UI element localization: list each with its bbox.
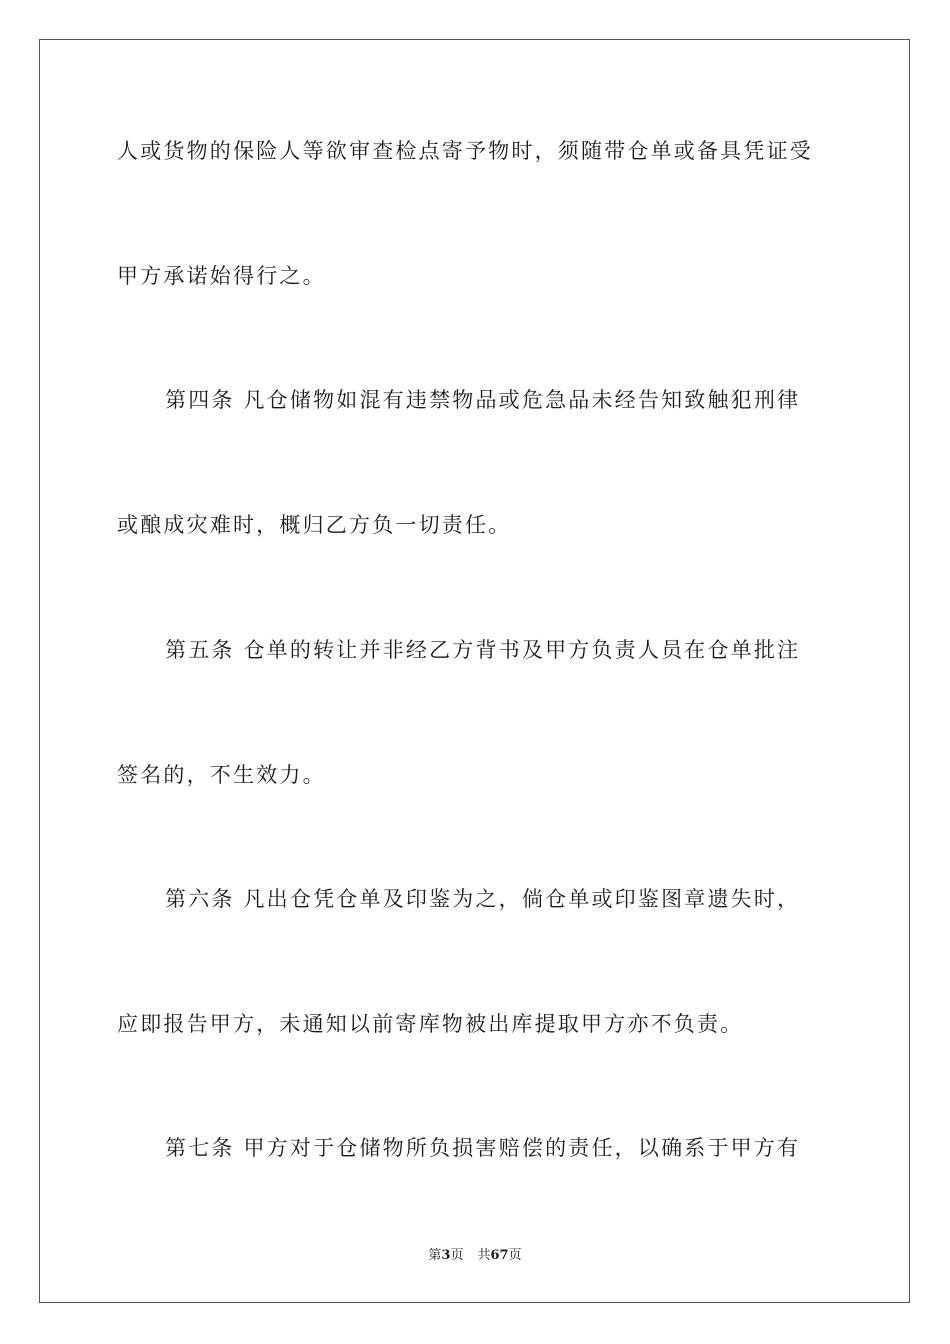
article-4-line: 第四条 凡仓储物如混有违禁物品或危急品未经告知致触犯刑律 (165, 388, 801, 412)
page-number: 3 (441, 1248, 451, 1263)
article-7-line: 第七条 甲方对于仓储物所负损害赔偿的责任，以确系于甲方有 (165, 1136, 801, 1160)
total-prefix: 共 (477, 1248, 491, 1263)
total-pages: 67 (490, 1248, 509, 1263)
article-5-line: 第五条 仓单的转让并非经乙方背书及甲方负责人员在仓单批注 (165, 638, 801, 662)
text-line: 甲方承诺始得行之。 (117, 264, 326, 288)
text-line: 或酿成灾难时，概归乙方负一切责任。 (117, 513, 512, 537)
text-line: 人或货物的保险人等欲审查检点寄予物时，须随带仓单或备具凭证受 (117, 139, 813, 163)
page-footer (0, 1247, 950, 1265)
total-suffix: 页 (508, 1248, 522, 1263)
text-line: 签名的，不生效力。 (117, 763, 326, 787)
page-frame (39, 39, 910, 1303)
article-6-line: 第六条 凡出仓凭仓单及印鉴为之，倘仓单或印鉴图章遗失时， (165, 887, 801, 911)
page-suffix: 页 (450, 1248, 464, 1263)
text-line: 应即报告甲方，未通知以前寄库物被出库提取甲方亦不负责。 (117, 1012, 744, 1036)
page-prefix: 第 (428, 1248, 442, 1263)
